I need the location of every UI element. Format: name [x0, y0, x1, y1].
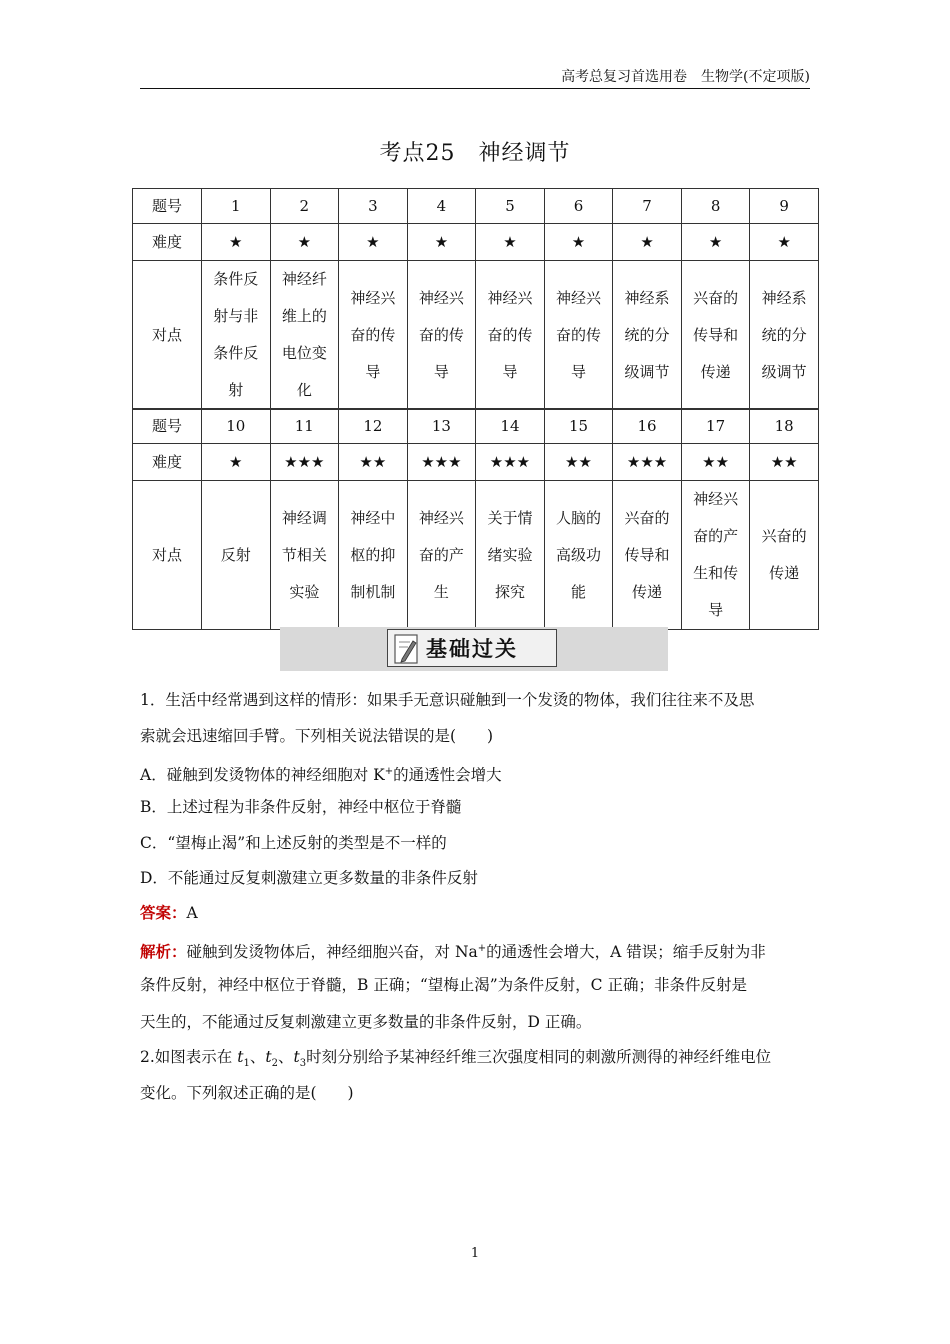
- row-question-number: [133, 409, 819, 444]
- analysis-sup: +: [477, 943, 487, 954]
- label-difficulty: 难度: [133, 224, 202, 261]
- topic-line: 导: [502, 362, 518, 381]
- q1-option-a-pre: A．碰触到发烫物体的神经细胞对 K: [140, 766, 385, 785]
- topic-line: 神经纤: [281, 270, 327, 288]
- topic-line: 导: [433, 362, 449, 381]
- question-number-cell: 9: [750, 189, 819, 224]
- question-number-cell: 12: [339, 409, 408, 444]
- topic-cell: [476, 481, 545, 630]
- difficulty-stars-cell: ★: [476, 224, 545, 261]
- difficulty-stars-cell: ★★★: [613, 444, 682, 481]
- topic-cell: [270, 261, 339, 410]
- topic-line: 条件反: [213, 270, 259, 288]
- topic-cell: [407, 481, 476, 630]
- q2-t1: t: [237, 1048, 244, 1066]
- section-banner: [280, 627, 668, 671]
- difficulty-table-part-1: [132, 188, 819, 410]
- row-topic: [133, 261, 819, 410]
- question-number-cell: 8: [681, 189, 750, 224]
- question-number-cell: 13: [407, 409, 476, 444]
- topic-line: 传递: [769, 564, 800, 582]
- topic-line: 传递: [700, 362, 731, 381]
- header-rule: [140, 88, 810, 89]
- topic-line: 传导和: [624, 545, 670, 564]
- topic-line: 奋的产: [693, 527, 739, 545]
- difficulty-stars-cell: ★★: [750, 444, 819, 481]
- difficulty-stars-cell: ★★★: [407, 444, 476, 481]
- topic-line: 神经调: [281, 508, 327, 527]
- topic-line: 级调节: [761, 362, 807, 381]
- topic-line: 生和传: [693, 564, 739, 582]
- q1-stem-line1: 1．生活中经常遇到这样的情形：如果手无意识碰触到一个发烫的物体，我们往往来不及思: [140, 691, 755, 709]
- question-number-cell: 6: [544, 189, 613, 224]
- topic-line: 关于情: [487, 508, 533, 527]
- topic-line: 奋的传: [418, 325, 464, 344]
- topic-line: 神经兴: [418, 288, 464, 307]
- q2-sub2: 2: [271, 1058, 278, 1070]
- topic-line: 导: [571, 362, 587, 381]
- topic-line: 兴奋的: [761, 527, 807, 545]
- topic-line: 兴奋的: [624, 508, 670, 527]
- difficulty-stars-cell: ★★★: [476, 444, 545, 481]
- topic-line: 导: [365, 362, 381, 381]
- topic-line: 神经中: [350, 508, 396, 527]
- question-number-cell: 18: [750, 409, 819, 444]
- question-number-cell: 2: [270, 189, 339, 224]
- label-num: 题号: [133, 189, 202, 224]
- topic-line: 化: [296, 381, 312, 399]
- difficulty-stars-cell: ★★: [339, 444, 408, 481]
- q2-t3: t: [293, 1048, 300, 1066]
- row-question-number: [133, 189, 819, 224]
- q2-post: 时刻分别给予某神经纤维三次强度相同的刺激所测得的神经纤维电位: [306, 1048, 772, 1066]
- topic-line: 传导和: [693, 325, 739, 344]
- answer-label: 答案：: [140, 903, 187, 922]
- question-number-cell: 7: [613, 189, 682, 224]
- topic-line: 奋的产: [418, 545, 464, 564]
- topic-line: 条件反: [213, 344, 259, 362]
- q1-answer: [140, 902, 810, 924]
- q1-analysis-line2: 条件反射，神经中枢位于脊髓，B 正确；“望梅止渴”为条件反射，C 正确；非条件反射是: [140, 976, 747, 994]
- topic-cell: [613, 261, 682, 410]
- question-number-cell: 4: [407, 189, 476, 224]
- topic-cell: [270, 481, 339, 630]
- topic-line: 神经兴: [418, 508, 464, 527]
- topic-line: 维上的: [281, 307, 327, 325]
- question-number-cell: 17: [681, 409, 750, 444]
- topic-cell: [202, 261, 271, 410]
- topic-line: 奋的传: [556, 325, 602, 344]
- topic-cell: [544, 261, 613, 410]
- topic-line: 神经兴: [693, 490, 739, 508]
- topic-line: 神经兴: [556, 288, 602, 307]
- q2-sep2: 、: [277, 1048, 294, 1066]
- question-number-cell: 11: [270, 409, 339, 444]
- q1-option-a-post: 的通透性会增大: [393, 766, 502, 785]
- topic-cell: [407, 261, 476, 410]
- topic-cell: [613, 481, 682, 630]
- q2-sub3: 3: [299, 1058, 307, 1070]
- difficulty-stars-cell: ★: [339, 224, 408, 261]
- topic-line: 神经兴: [350, 288, 396, 307]
- label-difficulty: 难度: [133, 444, 202, 481]
- topic-cell: [544, 481, 613, 630]
- question-number-cell: 3: [339, 189, 408, 224]
- analysis-pre: 碰触到发烫物体后，神经细胞兴奋，对 Na: [186, 943, 478, 962]
- topic-cell: [202, 481, 271, 630]
- q2-sub1: 1: [243, 1058, 250, 1070]
- q1-stem-line2: 索就会迅速缩回手臂。下列相关说法错误的是( ): [140, 727, 494, 745]
- q1-option-a: [140, 761, 810, 786]
- question-number-cell: 1: [202, 189, 271, 224]
- topic-line: 人脑的: [556, 508, 602, 527]
- answer-value: A: [186, 904, 198, 922]
- section-title: 基础过关: [426, 637, 518, 661]
- q2-pre: 2.如图表示在: [140, 1048, 238, 1066]
- topic-line: 探究: [494, 582, 525, 601]
- topic-line: 传递: [632, 582, 663, 601]
- row-topic: [133, 481, 819, 630]
- difficulty-stars-cell: ★: [681, 224, 750, 261]
- topic-line: 射与非: [213, 307, 259, 325]
- analysis-post: 的通透性会增大，A 错误；缩手反射为非: [486, 943, 766, 962]
- topic-line: 奋的传: [350, 325, 396, 344]
- q1-option-c: C．“望梅止渴”和上述反射的类型是不一样的: [140, 834, 447, 852]
- running-header: 高考总复习首选用卷 生物学(不定项版): [561, 69, 810, 85]
- topic-line: 绪实验: [487, 545, 533, 564]
- q1-analysis-line1: [140, 938, 810, 963]
- topic-cell: [750, 481, 819, 630]
- q2-stem-line2: 变化。下列叙述正确的是( ): [140, 1084, 354, 1102]
- q1-analysis-line3: 天生的，不能通过反复刺激建立更多数量的非条件反射，D 正确。: [140, 1013, 592, 1031]
- topic-line: 枢的抑: [350, 545, 396, 564]
- topic-line: 兴奋的: [693, 288, 739, 307]
- q2-sep1: 、: [249, 1048, 266, 1066]
- topic-line: 节相关: [281, 545, 327, 564]
- pencil-icon: [394, 634, 418, 664]
- topic-line: 制机制: [350, 582, 396, 601]
- topic-cell: [750, 261, 819, 410]
- question-number-cell: 10: [202, 409, 271, 444]
- question-number-cell: 14: [476, 409, 545, 444]
- difficulty-stars-cell: ★: [202, 224, 271, 261]
- question-number-cell: 5: [476, 189, 545, 224]
- topic-line: 导: [708, 601, 724, 619]
- q1-option-a-sup: +: [384, 766, 394, 777]
- difficulty-table-part-2: [132, 408, 819, 630]
- label-num: 题号: [133, 409, 202, 444]
- difficulty-stars-cell: ★: [202, 444, 271, 481]
- topic-cell: [339, 261, 408, 410]
- topic-cell: [476, 261, 545, 410]
- difficulty-stars-cell: ★★: [681, 444, 750, 481]
- topic-cell: [681, 261, 750, 410]
- topic-line: 神经系: [761, 288, 807, 307]
- topic-line: 实验: [289, 582, 320, 601]
- section-banner-box: [387, 629, 557, 667]
- q2-stem-line1: [140, 1046, 810, 1075]
- difficulty-stars-cell: ★★★: [270, 444, 339, 481]
- topic-cell: [339, 481, 408, 630]
- row-difficulty: [133, 444, 819, 481]
- difficulty-stars-cell: ★: [544, 224, 613, 261]
- topic-line: 统的分: [761, 325, 807, 344]
- topic-line: 反射: [220, 545, 251, 564]
- topic-cell: [681, 481, 750, 630]
- topic-line: 神经系: [624, 288, 670, 307]
- analysis-label: 解析：: [140, 942, 187, 962]
- difficulty-stars-cell: ★: [613, 224, 682, 261]
- topic-line: 神经兴: [487, 288, 533, 307]
- topic-line: 级调节: [624, 362, 670, 381]
- q1-option-d: D．不能通过反复刺激建立更多数量的非条件反射: [140, 869, 478, 887]
- topic-line: 电位变: [281, 344, 327, 362]
- topic-line: 统的分: [624, 325, 670, 344]
- page-number: 1: [470, 1246, 480, 1261]
- q2-t2: t: [265, 1048, 272, 1066]
- question-number-cell: 16: [613, 409, 682, 444]
- label-topic: 对点: [133, 261, 202, 410]
- topic-line: 高级功: [556, 545, 602, 564]
- difficulty-stars-cell: ★★: [544, 444, 613, 481]
- question-number-cell: 15: [544, 409, 613, 444]
- topic-line: 射: [228, 381, 244, 399]
- label-topic: 对点: [133, 481, 202, 630]
- topic-line: 奋的传: [487, 325, 533, 344]
- q1-option-b: B．上述过程为非条件反射，神经中枢位于脊髓: [140, 798, 462, 816]
- difficulty-stars-cell: ★: [270, 224, 339, 261]
- topic-line: 生: [433, 582, 449, 601]
- topic-line: 能: [571, 582, 587, 601]
- row-difficulty: [133, 224, 819, 261]
- difficulty-stars-cell: ★: [407, 224, 476, 261]
- page-title: 考点25 神经调节: [379, 141, 571, 166]
- difficulty-stars-cell: ★: [750, 224, 819, 261]
